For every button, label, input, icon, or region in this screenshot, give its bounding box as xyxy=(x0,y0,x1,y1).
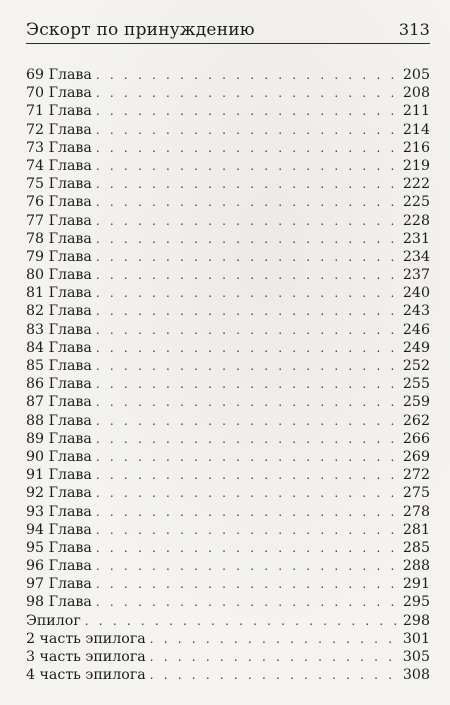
toc-entry-label: 96 Глава xyxy=(26,558,92,575)
toc-dot-leader xyxy=(85,612,399,630)
toc-entry-label: 80 Глава xyxy=(26,267,92,284)
toc-entry-label: 90 Глава xyxy=(26,448,92,465)
page-number: 313 xyxy=(398,20,430,39)
toc-dot-leader xyxy=(96,393,399,411)
toc-entry-label: 70 Глава xyxy=(26,85,92,102)
toc-dot-leader xyxy=(96,557,399,575)
toc-entry-label: 85 Глава xyxy=(26,358,92,374)
toc-entry-label: 84 Глава xyxy=(26,339,92,356)
toc-entry-page: 272 xyxy=(402,467,430,484)
toc-dot-leader xyxy=(96,484,399,502)
toc-entry xyxy=(26,66,430,84)
toc-entry xyxy=(26,121,430,139)
toc-entry-page: 237 xyxy=(402,267,430,284)
toc-entry-label: 87 Глава xyxy=(26,394,92,411)
toc-dot-leader xyxy=(96,284,399,302)
toc-entry-page: 211 xyxy=(402,103,430,120)
toc-entry-label: 97 Глава xyxy=(26,576,92,593)
toc-entry xyxy=(26,284,430,302)
toc-entry xyxy=(26,212,430,230)
toc-dot-leader xyxy=(96,448,399,466)
toc-entry-label: 3 часть эпилога xyxy=(26,649,146,665)
running-head xyxy=(26,0,430,44)
toc-entry xyxy=(26,484,430,502)
toc-entry-page: 269 xyxy=(402,448,430,465)
toc-entry xyxy=(26,648,430,666)
toc-dot-leader xyxy=(96,157,399,175)
toc-entry-label: Эпилог xyxy=(26,612,81,629)
toc-dot-leader xyxy=(96,339,399,357)
toc-dot-leader xyxy=(96,193,399,211)
toc-entry-page: 216 xyxy=(402,139,430,156)
toc-entry xyxy=(26,430,430,448)
toc-entry-page: 259 xyxy=(402,394,430,411)
toc-entry-page: 288 xyxy=(402,558,430,575)
toc-entry-label: 88 Глава xyxy=(26,412,92,429)
toc-entry-label: 75 Глава xyxy=(26,176,92,193)
toc-entry-page: 234 xyxy=(402,248,430,265)
toc-dot-leader xyxy=(150,630,399,648)
toc-dot-leader xyxy=(96,139,399,157)
table-of-contents xyxy=(26,44,430,684)
toc-entry-label: 91 Глава xyxy=(26,467,92,484)
book-title: Эскорт по принуждению xyxy=(26,20,255,40)
toc-dot-leader xyxy=(150,648,399,666)
toc-entry xyxy=(26,557,430,575)
toc-entry xyxy=(26,539,430,557)
toc-entry-label: 94 Глава xyxy=(26,521,92,538)
toc-entry xyxy=(26,521,430,539)
toc-entry xyxy=(26,357,430,375)
toc-entry xyxy=(26,266,430,284)
toc-entry-page: 275 xyxy=(402,485,430,502)
toc-entry xyxy=(26,102,430,120)
toc-entry-page: 308 xyxy=(402,667,430,684)
toc-dot-leader xyxy=(96,539,399,557)
toc-entry-label: 2 часть эпилога xyxy=(26,630,146,647)
toc-entry xyxy=(26,630,430,648)
toc-entry-page: 214 xyxy=(402,121,430,138)
toc-entry-label: 98 Глава xyxy=(26,594,92,611)
toc-dot-leader xyxy=(96,102,399,120)
toc-entry-page: 208 xyxy=(402,85,430,102)
toc-entry-page: 295 xyxy=(402,594,430,611)
toc-entry-page: 255 xyxy=(402,376,430,393)
toc-entry-label: 93 Глава xyxy=(26,503,92,520)
toc-dot-leader xyxy=(96,466,399,484)
toc-entry-page: 205 xyxy=(402,67,430,83)
toc-dot-leader xyxy=(96,521,399,539)
toc-entry xyxy=(26,666,430,684)
toc-entry-label: 71 Глава xyxy=(26,103,92,120)
toc-entry xyxy=(26,375,430,393)
toc-entry-page: 225 xyxy=(402,194,430,211)
toc-dot-leader xyxy=(96,321,399,339)
toc-entry-page: 262 xyxy=(402,412,430,429)
toc-entry-page: 228 xyxy=(402,212,430,229)
toc-entry-page: 301 xyxy=(402,630,430,647)
toc-entry xyxy=(26,593,430,611)
toc-entry xyxy=(26,175,430,193)
toc-dot-leader xyxy=(96,503,399,521)
toc-entry-label: 78 Глава xyxy=(26,230,92,247)
toc-entry xyxy=(26,139,430,157)
toc-entry-label: 72 Глава xyxy=(26,121,92,138)
toc-entry xyxy=(26,339,430,357)
toc-entry-page: 219 xyxy=(402,157,430,174)
toc-entry-page: 298 xyxy=(402,612,430,629)
toc-entry-page: 243 xyxy=(402,303,430,320)
toc-entry xyxy=(26,248,430,266)
toc-entry-label: 73 Глава xyxy=(26,139,92,156)
toc-entry-page: 246 xyxy=(402,321,430,338)
toc-entry-page: 240 xyxy=(402,285,430,302)
toc-entry-page: 291 xyxy=(402,576,430,593)
toc-entry-label: 4 часть эпилога xyxy=(26,667,146,684)
toc-dot-leader xyxy=(96,412,399,430)
toc-entry xyxy=(26,321,430,339)
toc-dot-leader xyxy=(96,230,399,248)
toc-entry xyxy=(26,157,430,175)
toc-dot-leader xyxy=(96,175,399,193)
toc-entry-page: 281 xyxy=(402,521,430,538)
toc-dot-leader xyxy=(96,375,399,393)
toc-entry-label: 77 Глава xyxy=(26,212,92,229)
toc-dot-leader xyxy=(96,593,399,611)
toc-entry xyxy=(26,412,430,430)
toc-entry-label: 76 Глава xyxy=(26,194,92,211)
toc-entry-label: 89 Глава xyxy=(26,430,92,447)
toc-entry xyxy=(26,448,430,466)
toc-entry xyxy=(26,393,430,411)
toc-entry-label: 74 Глава xyxy=(26,157,92,174)
toc-entry xyxy=(26,575,430,593)
toc-dot-leader xyxy=(150,666,399,684)
toc-entry-page: 266 xyxy=(402,430,430,447)
toc-entry-page: 252 xyxy=(402,358,430,374)
toc-entry-label: 81 Глава xyxy=(26,285,92,302)
toc-dot-leader xyxy=(96,266,399,284)
toc-entry-page: 231 xyxy=(402,230,430,247)
toc-dot-leader xyxy=(96,302,399,320)
toc-entry xyxy=(26,193,430,211)
toc-entry-label: 92 Глава xyxy=(26,485,92,502)
toc-entry-page: 285 xyxy=(402,539,430,556)
toc-entry-label: 86 Глава xyxy=(26,376,92,393)
toc-dot-leader xyxy=(96,430,399,448)
toc-entry-label: 79 Глава xyxy=(26,248,92,265)
toc-entry-label: 69 Глава xyxy=(26,67,92,83)
toc-dot-leader xyxy=(96,357,399,375)
toc-entry xyxy=(26,612,430,630)
toc-entry xyxy=(26,230,430,248)
toc-entry xyxy=(26,503,430,521)
toc-entry-label: 83 Глава xyxy=(26,321,92,338)
toc-entry xyxy=(26,466,430,484)
toc-dot-leader xyxy=(96,84,399,102)
toc-entry-page: 278 xyxy=(402,503,430,520)
toc-entry-page: 249 xyxy=(402,339,430,356)
toc-entry-label: 82 Глава xyxy=(26,303,92,320)
toc-entry xyxy=(26,84,430,102)
toc-entry-page: 222 xyxy=(402,176,430,193)
toc-entry-page: 305 xyxy=(402,649,430,665)
toc-dot-leader xyxy=(96,575,399,593)
toc-entry-label: 95 Глава xyxy=(26,539,92,556)
toc-dot-leader xyxy=(96,121,399,139)
toc-dot-leader xyxy=(96,248,399,266)
toc-entry xyxy=(26,302,430,320)
toc-dot-leader xyxy=(96,212,399,230)
toc-dot-leader xyxy=(96,66,399,84)
